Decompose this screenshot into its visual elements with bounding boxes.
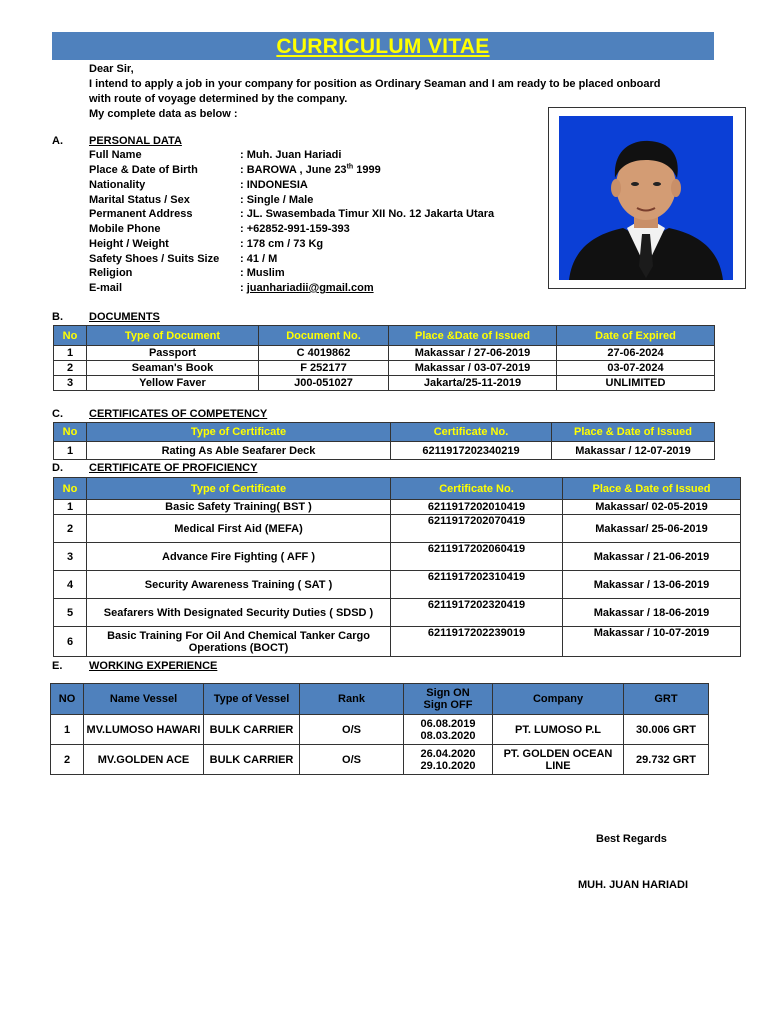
cell: Makassar / 27-06-2019 (389, 346, 557, 361)
sign-on-date: 06.08.2019 (420, 717, 476, 730)
cell: 2 (51, 745, 84, 775)
cell: 4 (54, 571, 87, 599)
cell: UNLIMITED (557, 376, 715, 391)
table-row (54, 361, 715, 376)
cell (404, 745, 493, 775)
table-header-row (54, 478, 741, 500)
cell: PT. LUMOSO P.L (493, 715, 624, 745)
pd-label-shoes: Safety Shoes / Suits Size (89, 253, 220, 265)
sign-off-date: 29.10.2020 (420, 759, 476, 772)
cell: 1 (54, 346, 87, 361)
col-header: Type of Document (87, 326, 259, 346)
signature-name: MUH. JUAN HARIADI (578, 879, 688, 891)
table-header-row (54, 423, 715, 442)
cell: Makassar/ 25-06-2019 (563, 515, 741, 543)
birth-place-date: : BAROWA , June 23 (240, 164, 347, 176)
col-header: GRT (624, 684, 709, 715)
section-c-letter: C. (52, 408, 63, 420)
section-e-letter: E. (52, 660, 63, 672)
cell: 5 (54, 599, 87, 627)
section-c-title: CERTIFICATES OF COMPETENCY (89, 408, 268, 420)
cell: 03-07-2024 (557, 361, 715, 376)
experience-table (50, 683, 709, 775)
cell: Makassar / 18-06-2019 (563, 599, 741, 627)
email-prefix: : (240, 282, 247, 294)
col-header: Certificate No. (391, 478, 563, 500)
cell: 30.006 GRT (624, 715, 709, 745)
cell: Makassar / 10-07-2019 (563, 627, 741, 657)
col-header: Certificate No. (391, 423, 552, 442)
cell (404, 715, 493, 745)
cell: 1 (51, 715, 84, 745)
pd-label-full-name: Full Name (89, 149, 142, 161)
pd-label-address: Permanent Address (89, 208, 193, 220)
intro-line: with route of voyage determined by the company. (89, 93, 348, 105)
profile-photo (559, 116, 733, 280)
cell: Passport (87, 346, 259, 361)
title-bar (52, 32, 714, 60)
table-row (54, 627, 741, 657)
col-header: Company (493, 684, 624, 715)
col-header: Place & Date of Issued (552, 423, 715, 442)
table-row (51, 715, 709, 745)
cell: F 252177 (259, 361, 389, 376)
cell: Basic Safety Training( BST ) (87, 500, 391, 515)
pd-label-phone: Mobile Phone (89, 223, 161, 235)
section-a-title: PERSONAL DATA (89, 135, 182, 147)
cell: Security Awareness Training ( SAT ) (87, 571, 391, 599)
cell: 2 (54, 515, 87, 543)
profile-photo-frame (548, 107, 746, 289)
cell: J00-051027 (259, 376, 389, 391)
col-header: Document No. (259, 326, 389, 346)
competency-table (53, 422, 715, 460)
section-d-letter: D. (52, 462, 63, 474)
col-header: No (54, 326, 87, 346)
person-portrait-icon (559, 116, 733, 280)
pd-value-full-name: : Muh. Juan Hariadi (240, 149, 342, 161)
cell: Seaman's Book (87, 361, 259, 376)
cell: BULK CARRIER (204, 715, 300, 745)
cell: MV.LUMOSO HAWARI (84, 715, 204, 745)
cell: PT. GOLDEN OCEAN LINE (493, 745, 624, 775)
pd-value-address: : JL. Swasembada Timur XII No. 12 Jakarta Utara (240, 208, 495, 220)
cell: Makassar / 13-06-2019 (563, 571, 741, 599)
cell: Rating As Able Seafarer Deck (87, 442, 391, 460)
col-header: No (54, 478, 87, 500)
cell: 3 (54, 376, 87, 391)
cell: 6 (54, 627, 87, 657)
closing-text: Best Regards (596, 833, 667, 845)
cell: 27-06-2024 (557, 346, 715, 361)
cell: 6211917202239019 (391, 627, 563, 657)
pd-value-phone: : +62852-991-159-393 (240, 223, 350, 235)
cell: 6211917202010419 (391, 500, 563, 515)
col-header: Date of Expired (557, 326, 715, 346)
cell: MV.GOLDEN ACE (84, 745, 204, 775)
pd-label-birth: Place & Date of Birth (89, 164, 198, 176)
pd-label-height: Height / Weight (89, 238, 169, 250)
email-link[interactable]: juanhariadii@gmail.com (246, 282, 374, 294)
pd-value-email (240, 282, 374, 294)
sign-off-header: Sign OFF (423, 699, 473, 711)
col-header: Rank (300, 684, 404, 715)
pd-label-email: E-mail (89, 282, 123, 294)
birth-year: 1999 (353, 164, 381, 176)
table-header-row (54, 326, 715, 346)
cell: C 4019862 (259, 346, 389, 361)
pd-value-birth (240, 164, 381, 176)
cell: 1 (54, 442, 87, 460)
sign-off-date: 08.03.2020 (420, 729, 476, 742)
cell: Yellow Faver (87, 376, 259, 391)
pd-label-marital: Marital Status / Sex (89, 194, 190, 206)
pd-value-marital: : Single / Male (240, 194, 314, 206)
documents-table (53, 325, 715, 391)
cell: BULK CARRIER (204, 745, 300, 775)
cell: Makassar / 21-06-2019 (563, 543, 741, 571)
col-header: NO (51, 684, 84, 715)
page-title: CURRICULUM VITAE (276, 35, 490, 58)
section-d-title: CERTIFICATE OF PROFICIENCY (89, 462, 258, 474)
section-a-letter: A. (52, 135, 63, 147)
cell: Jakarta/25-11-2019 (389, 376, 557, 391)
cell: Basic Training For Oil And Chemical Tanker Cargo Operations (BOCT) (87, 627, 391, 657)
cell: O/S (300, 715, 404, 745)
section-b-letter: B. (52, 311, 63, 323)
pd-value-shoes: : 41 / M (240, 253, 278, 265)
col-header-sign (404, 684, 493, 715)
col-header: Place &Date of Issued (389, 326, 557, 346)
table-header-row (51, 684, 709, 715)
cell: Seafarers With Designated Security Duties ( SDSD ) (87, 599, 391, 627)
cell: Makassar / 03-07-2019 (389, 361, 557, 376)
salutation: Dear Sir, (89, 63, 134, 75)
pd-value-religion: : Muslim (240, 267, 285, 279)
cell: 2 (54, 361, 87, 376)
sign-on-header: Sign ON (426, 687, 470, 699)
table-row (51, 745, 709, 775)
table-row (54, 500, 741, 515)
cell: 6211917202320419 (391, 599, 563, 627)
cell: 6211917202310419 (391, 571, 563, 599)
table-row (54, 515, 741, 543)
cell: 6211917202070419 (391, 515, 563, 543)
col-header: No (54, 423, 87, 442)
sign-on-date: 26.04.2020 (420, 747, 476, 760)
intro-line: I intend to apply a job in your company for position as Ordinary Seaman and I am ready to be placed onboard (89, 78, 661, 90)
col-header: Type of Certificate (87, 423, 391, 442)
table-row (54, 442, 715, 460)
cell: 29.732 GRT (624, 745, 709, 775)
table-row (54, 571, 741, 599)
pd-label-nationality: Nationality (89, 179, 146, 191)
col-header: Name Vessel (84, 684, 204, 715)
cell: Medical First Aid (MEFA) (87, 515, 391, 543)
cell: O/S (300, 745, 404, 775)
cell: 6211917202340219 (391, 442, 552, 460)
cell: 6211917202060419 (391, 543, 563, 571)
col-header: Place & Date of Issued (563, 478, 741, 500)
cell: Makassar / 12-07-2019 (552, 442, 715, 460)
cell: Advance Fire Fighting ( AFF ) (87, 543, 391, 571)
table-row (54, 543, 741, 571)
intro-line: My complete data as below : (89, 108, 238, 120)
cell: Makassar/ 02-05-2019 (563, 500, 741, 515)
table-row (54, 376, 715, 391)
pd-value-height: : 178 cm / 73 Kg (240, 238, 324, 250)
col-header: Type of Vessel (204, 684, 300, 715)
table-row (54, 599, 741, 627)
section-b-title: DOCUMENTS (89, 311, 160, 323)
cell: 3 (54, 543, 87, 571)
birth-suffix: th (346, 163, 354, 171)
section-e-title: WORKING EXPERIENCE (89, 660, 218, 672)
pd-label-religion: Religion (89, 267, 133, 279)
table-row (54, 346, 715, 361)
col-header: Type of Certificate (87, 478, 391, 500)
cell: 1 (54, 500, 87, 515)
pd-value-nationality: : INDONESIA (240, 179, 308, 191)
proficiency-table (53, 477, 741, 657)
